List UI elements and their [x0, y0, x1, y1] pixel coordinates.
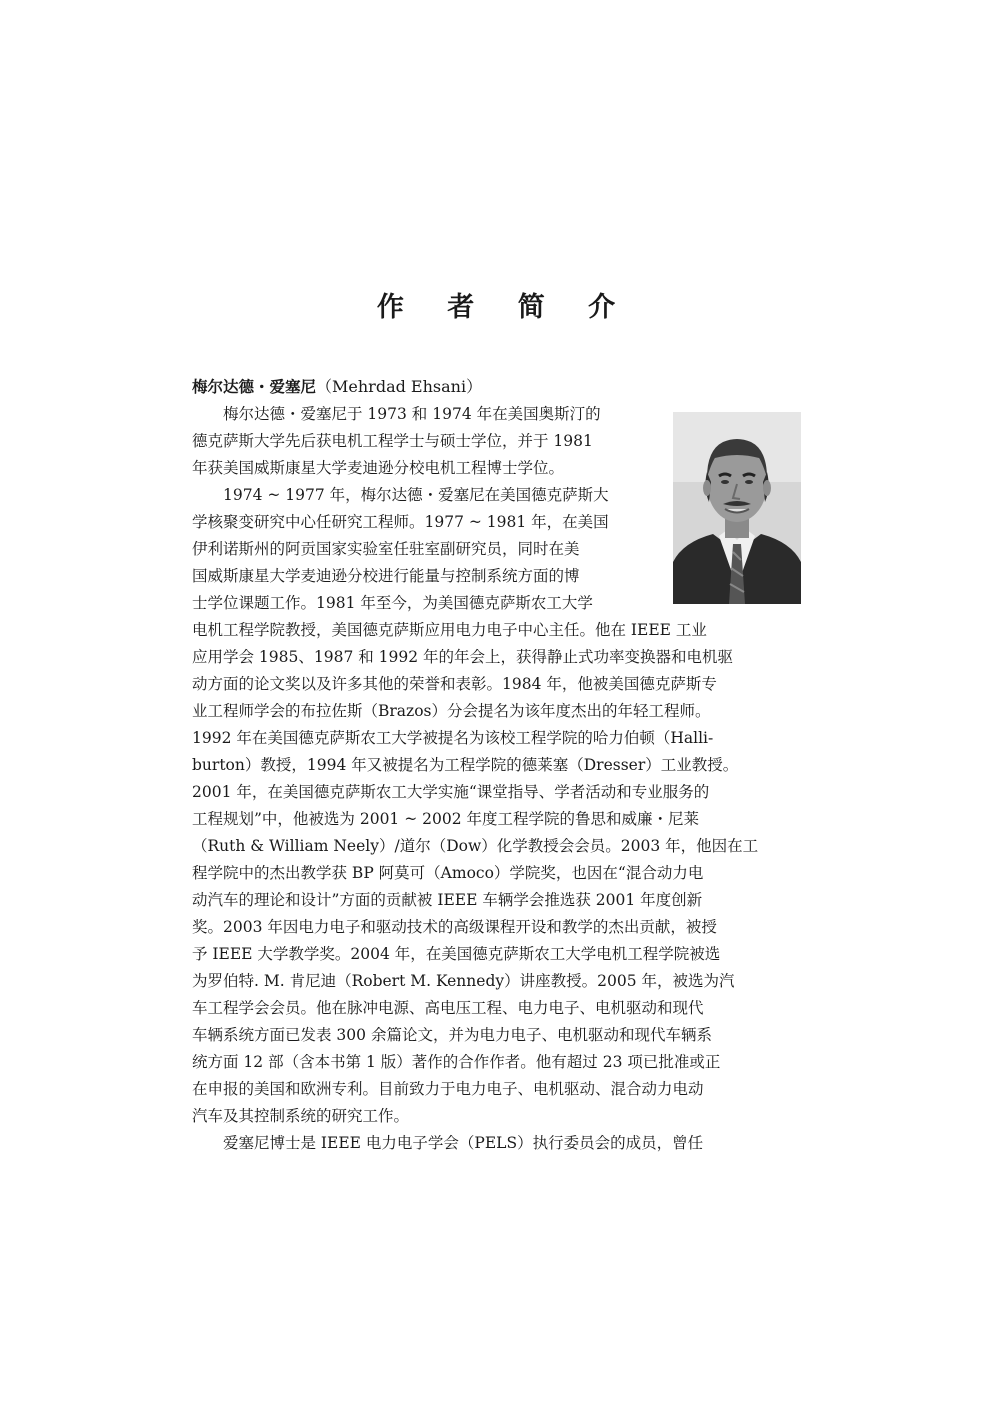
text-line: 年获美国威斯康星大学麦迪逊分校电机工程博士学位。: [192, 459, 565, 477]
text-line: 统方面 12 部（含本书第 1 版）著作的合作作者。他有超过 23 项已批准或正: [192, 1053, 721, 1071]
paragraph-wide-block: [192, 617, 802, 1157]
text-line: 1992 年在美国德克萨斯农工大学被提名为该校工程学院的哈力伯顿（Halli-: [192, 729, 714, 747]
text-line: burton）教授，1994 年又被提名为工程学院的德莱塞（Dresser）工业教授。: [192, 756, 739, 774]
author-name-english: （Mehrdad Ehsani）: [316, 377, 483, 396]
text-line: 程学院中的杰出教学获 BP 阿莫可（Amoco）学院奖，也因在“混合动力电: [192, 864, 704, 882]
text-line: 动方面的论文奖以及许多其他的荣誉和表彰。1984 年，他被美国德克萨斯专: [192, 675, 717, 693]
text-line: 予 IEEE 大学教学奖。2004 年，在美国德克萨斯农工大学电机工程学院被选: [192, 945, 721, 963]
text-line: （Ruth & William Neely）/道尔（Dow）化学教授会会员。2003 年，他因在工: [192, 837, 759, 855]
author-heading: [192, 374, 802, 400]
text-line: 工程规划”中，他被选为 2001 ~ 2002 年度工程学院的鲁思和威廉・尼莱: [192, 810, 700, 828]
text-line: 应用学会 1985、1987 和 1992 年的年会上，获得静止式功率变换器和电机驱: [192, 648, 734, 666]
text-line: 车辆系统方面已发表 300 余篇论文，并为电力电子、电机驱动和现代车辆系: [192, 1026, 712, 1044]
text-line: 学核聚变研究中心任研究工程师。1977 ~ 1981 年，在美国: [192, 513, 609, 531]
text-line: 动汽车的理论和设计”方面的贡献被 IEEE 车辆学会推选获 2001 年度创新: [192, 891, 703, 909]
text-line: 为罗伯特. M. 肯尼迪（Robert M. Kennedy）讲座教授。2005 年，被选为汽: [192, 972, 735, 990]
portrait-icon: [673, 412, 801, 604]
text-line: 在申报的美国和欧洲专利。目前致力于电力电子、电机驱动、混合动力电动: [192, 1080, 704, 1098]
text-line: 德克萨斯大学先后获电机工程学士与硕士学位，并于 1981: [192, 432, 593, 450]
text-line: 电机工程学院教授，美国德克萨斯应用电力电子中心主任。他在 IEEE 工业: [192, 621, 707, 639]
text-line: 梅尔达德・爱塞尼于 1973 和 1974 年在美国奥斯汀的: [192, 405, 601, 423]
text-line: 汽车及其控制系统的研究工作。: [192, 1107, 410, 1125]
page-title: 作 者 简 介: [376, 292, 633, 323]
text-line: 车工程学会会员。他在脉冲电源、高电压工程、电力电子、电机驱动和现代: [192, 999, 704, 1017]
text-line: 业工程师学会的布拉佐斯（Brazos）分会提名为该年度杰出的年轻工程师。: [192, 702, 711, 720]
author-portrait: [673, 412, 801, 604]
paragraph-narrow-block: [192, 401, 655, 617]
text-line: 奖。2003 年因电力电子和驱动技术的高级课程开设和教学的杰出贡献，被授: [192, 918, 717, 936]
text-line: 士学位课题工作。1981 年至今，为美国德克萨斯农工大学: [192, 594, 593, 612]
text-line: 爱塞尼博士是 IEEE 电力电子学会（PELS）执行委员会的成员，曾任: [192, 1134, 704, 1152]
author-name-chinese: 梅尔达德・爱塞尼: [192, 378, 317, 396]
text-line: 国威斯康星大学麦迪逊分校进行能量与控制系统方面的博: [192, 567, 580, 585]
text-line: 2001 年，在美国德克萨斯农工大学实施“课堂指导、学者活动和专业服务的: [192, 783, 710, 801]
text-line: 1974 ~ 1977 年，梅尔达德・爱塞尼在美国德克萨斯大: [192, 486, 609, 504]
text-line: 伊利诺斯州的阿贡国家实验室任驻室副研究员，同时在美: [192, 540, 580, 558]
